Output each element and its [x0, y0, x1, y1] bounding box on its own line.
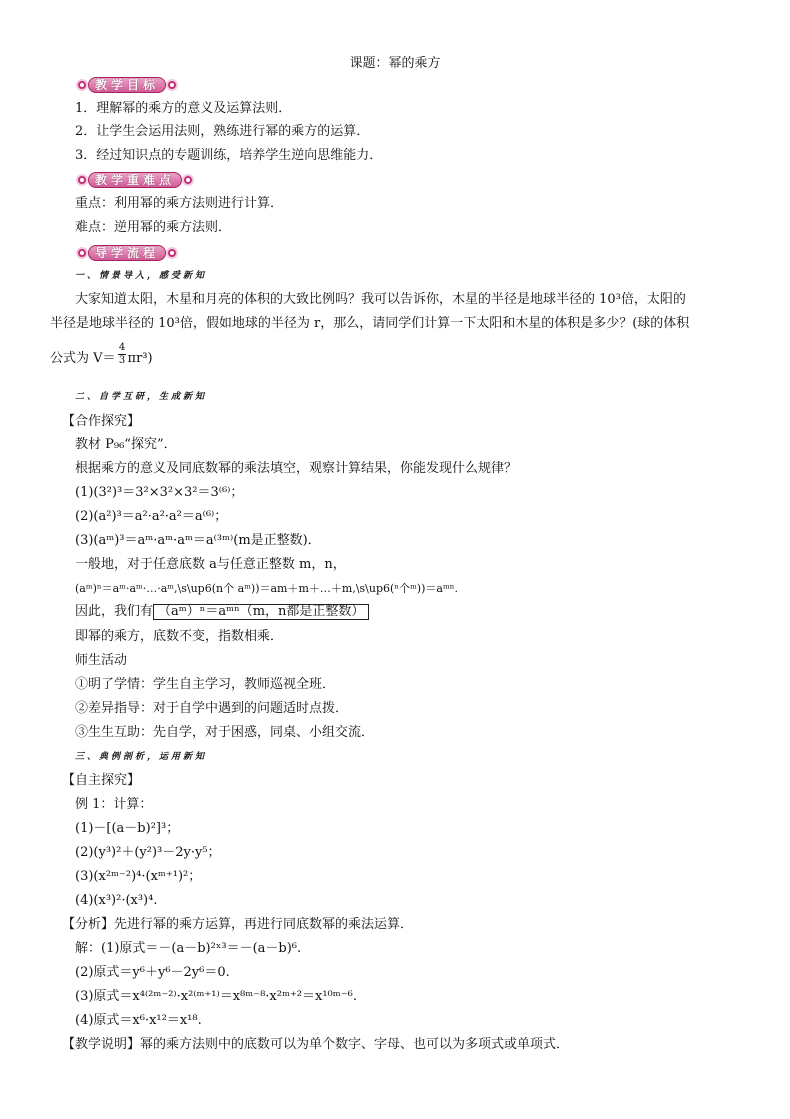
goal-item: 2．让学生会运用法则，熟练进行幂的乘方的运算．	[75, 124, 370, 139]
coop-line: 即幂的乘方，底数不变，指数相乘．	[75, 629, 284, 644]
banner-teaching-goals	[76, 76, 178, 94]
teaching-note-line: 【教学说明】幂的乘方法则中的底数可以为单个数字、字母、也可以为多项式或单项式．	[62, 1037, 570, 1052]
coop-line: (aᵐ)ⁿ＝aᵐ·aᵐ·…·aᵐ,\s\up6(n个 aᵐ))＝am＋m＋…＋m,\s\up6(ⁿ个ᵐ))＝aᵐⁿ.	[75, 582, 458, 595]
banner-left-cap-icon	[76, 247, 88, 259]
coop-line: ②差异指导：对于自学中遇到的问题适时点拨．	[75, 701, 349, 716]
formula-prefix: 公式为 V＝	[50, 351, 116, 366]
section-heading-3: 三、典例剖析，运用新知	[75, 752, 208, 762]
goal-item: 1．理解幂的乘方的意义及运算法则．	[75, 101, 292, 116]
goal-item: 3．经过知识点的专题训练，培养学生逆向思维能力．	[75, 148, 383, 163]
rule-prefix: 因此，我们有	[75, 604, 154, 619]
coop-line: 一般地，对于任意底数 a与任意正整数 m，n，	[75, 557, 346, 572]
coop-line: 根据乘方的意义及同底数幂的乘法填空，观察计算结果，你能发现什么规律？	[75, 461, 518, 476]
fraction-numerator: 4	[118, 342, 126, 353]
solution-line: (2)原式＝y⁶＋y⁶－2y⁶＝0.	[75, 965, 230, 980]
coop-line: 师生活动	[75, 653, 128, 668]
intro-line: 半径是地球半径的 10³倍，假如地球的半径为 r，那么，请同学们计算一下太阳和木星的体积是多少？(球的体积	[50, 316, 690, 331]
intro-line: 大家知道太阳，木星和月亮的体积的大致比例吗？我可以告诉你，木星的半径是地球半径的 10³倍，太阳的	[75, 292, 686, 307]
page-title: 课题：幂的乘方	[349, 56, 441, 71]
difficult-point: 难点：逆用幂的乘方法则．	[75, 220, 232, 235]
coop-line: ③生生互助：先自学，对于困惑，同桌、小组交流．	[75, 725, 375, 740]
banner-label: 教学目标	[88, 77, 166, 93]
banner-key-points	[76, 171, 194, 189]
volume-fraction	[118, 342, 126, 367]
self-heading: 【自主探究】	[62, 773, 141, 788]
banner-left-cap-icon	[76, 174, 88, 186]
key-point: 重点：利用幂的乘方法则进行计算．	[75, 196, 284, 211]
banner-right-cap-icon	[166, 79, 178, 91]
solution-line: 解：(1)原式＝－(a－b)²ˣ³＝－(a－b)⁶.	[75, 941, 302, 956]
coop-line: (1)(3²)³＝3²×3²×3²＝3⁽⁶⁾；	[75, 485, 244, 500]
section-heading-2: 二、自学互研，生成新知	[75, 392, 208, 402]
section-heading-1: 一、情景导入，感受新知	[75, 271, 208, 281]
example-line: (2)(y³)²＋(y²)³－2y·y⁵；	[75, 845, 221, 860]
formula-tail: πr³)	[127, 351, 153, 366]
coop-line: (3)(aᵐ)³＝aᵐ·aᵐ·aᵐ＝a⁽³ᵐ⁾(m是正整数)．	[75, 533, 321, 548]
fraction-denominator: 3	[118, 355, 126, 366]
banner-label: 教学重难点	[88, 172, 182, 188]
example-line: (4)(x³)²·(x³)⁴.	[75, 893, 158, 908]
rule-box: （aᵐ）ⁿ＝aᵐⁿ（m，n都是正整数）	[153, 604, 369, 620]
banner-learning-flow	[76, 244, 178, 262]
example-line: 例 1：计算：	[75, 797, 153, 812]
solution-line: (4)原式＝x⁶·x¹²＝x¹⁸.	[75, 1013, 202, 1028]
analysis-line: 【分析】先进行幂的乘方运算，再进行同底数幂的乘法运算．	[62, 917, 414, 932]
example-line: (3)(x²ᵐ⁻²)⁴·(xᵐ⁺¹)²；	[75, 869, 202, 884]
coop-line: 教材 P₉₆“探究”．	[75, 437, 177, 452]
coop-rule-line	[75, 604, 369, 620]
coop-heading: 【合作探究】	[62, 414, 141, 429]
intro-line-formula	[50, 351, 153, 367]
coop-line: (2)(a²)³＝a²·a²·a²＝a⁽⁶⁾；	[75, 509, 228, 524]
example-line: (1)－[(a－b)²]³；	[75, 821, 180, 836]
banner-label: 导学流程	[88, 245, 166, 261]
banner-left-cap-icon	[76, 79, 88, 91]
coop-line: ①明了学情：学生自主学习，教师巡视全班．	[75, 677, 336, 692]
solution-line: (3)原式＝x⁴⁽²ᵐ⁻²⁾·x²⁽ᵐ⁺¹⁾＝x⁸ᵐ⁻⁸·x²ᵐ⁺²＝x¹⁰ᵐ⁻⁶.	[75, 989, 357, 1004]
banner-right-cap-icon	[166, 247, 178, 259]
banner-right-cap-icon	[182, 174, 194, 186]
